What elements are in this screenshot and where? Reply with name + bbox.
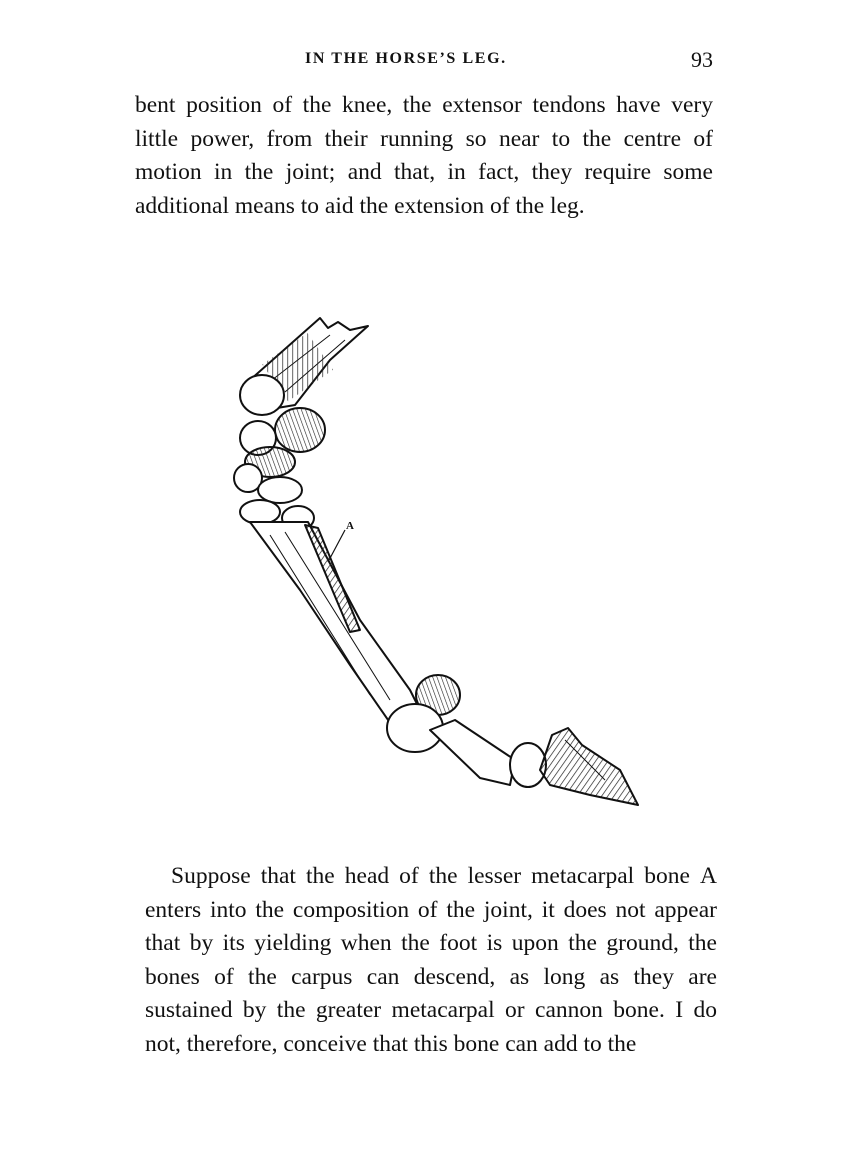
paragraph-bottom-label-ref: A bbox=[700, 863, 717, 889]
page-number: 93 bbox=[691, 47, 713, 72]
paragraph-bottom-part1: Suppose that the head of the lesser metacarpal bone bbox=[171, 863, 701, 889]
carpal-bone bbox=[258, 477, 302, 503]
horse-leg-figure bbox=[210, 300, 660, 820]
running-title: IN THE HORSE’S LEG. bbox=[305, 50, 507, 67]
cannon-bone bbox=[250, 522, 425, 730]
long-pastern bbox=[430, 720, 515, 785]
paragraph-bottom bbox=[145, 860, 717, 1062]
carpal-bone bbox=[240, 500, 280, 524]
coffin-bone bbox=[540, 728, 638, 805]
paragraph-top: bent position of the knee, the extensor tendons have very little power, from their running so near to the centre of motion in the joint; and that, in fact, they require some additional means to aid the extension of the leg. bbox=[135, 92, 713, 219]
horse-leg-skeleton-illustration bbox=[210, 300, 660, 820]
short-pastern bbox=[510, 743, 546, 787]
running-head bbox=[135, 48, 713, 74]
carpal-bone bbox=[240, 375, 284, 415]
paragraph-bottom-part2: enters into the composition of the joint, it does not appear that by its yielding when the foot is upon the ground, the bones of the carpus can descend, as long as they are sustained by the greater metacarpal or cannon bone. I do not, therefore, conceive that this bone can add to the bbox=[145, 896, 717, 1057]
carpal-bone bbox=[275, 408, 325, 452]
figure-label-a: A bbox=[346, 520, 354, 532]
